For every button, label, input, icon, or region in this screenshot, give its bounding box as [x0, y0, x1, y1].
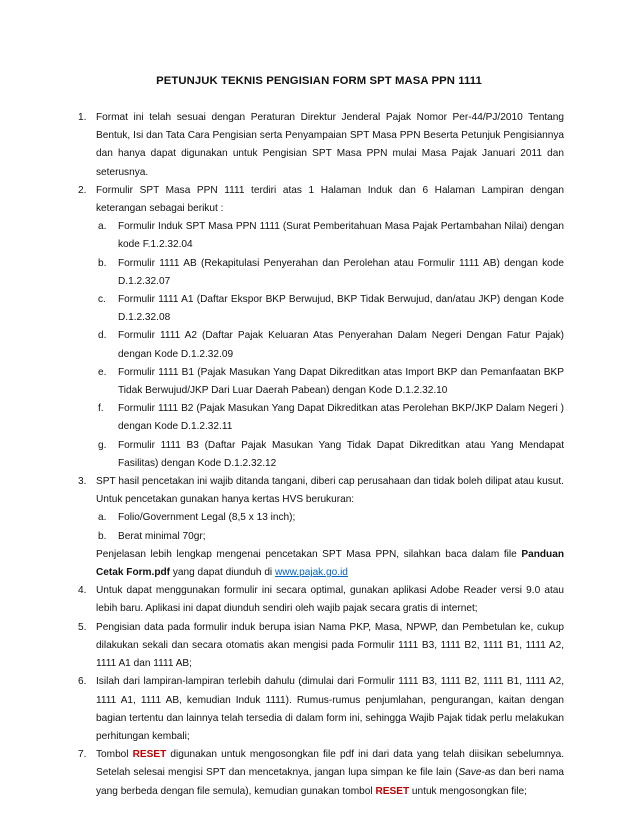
- sub-item-a: [96, 218, 564, 254]
- sub-item-c: [96, 291, 564, 327]
- list-item-1: [78, 109, 564, 182]
- sub-item-b: [96, 255, 564, 291]
- sub-letter: d.: [98, 330, 107, 342]
- sub-letter: g.: [98, 439, 107, 451]
- sub-text: Folio/Government Legal (8,5 x 13 inch);: [118, 512, 296, 524]
- item-text: Formulir SPT Masa PPN 1111 terdiri atas 1 Halaman Induk dan 6 Halaman Lampiran dengan keterangan sebagai berikut :: [96, 184, 564, 215]
- sub-item-f: [96, 400, 564, 436]
- item-text: Format ini telah sesuai dengan Peraturan Direktur Jenderal Pajak Nomor Per-44/PJ/2010 Tentang Bentuk, Isi dan Tata Cara Pengisian serta Penyampaian SPT Masa PPN Beserta Petunjuk Pengisiannya dan hanya dapat digunakan untuk Pengisian SPT Masa PPN mulai Masa Pajak Januari 2011 dan seterusnya.: [96, 112, 564, 178]
- item-number: 5.: [78, 621, 87, 633]
- sub-letter: b.: [98, 257, 107, 269]
- instructions-list: [78, 109, 564, 801]
- item-text-part1: Tombol: [96, 749, 133, 761]
- sub-item-e: [96, 364, 564, 400]
- list-item-5: [78, 619, 564, 674]
- item-number: 1.: [78, 112, 87, 123]
- item-3-note: [96, 546, 564, 582]
- sub-item-g: [96, 437, 564, 473]
- sub-text: Formulir 1111 B2 (Pajak Masukan Yang Dapat Dikreditkan atas Perolehan BKP/JKP Dalam Negeri ) dengan Kode D.1.2.32.11: [118, 403, 564, 433]
- list-item-7: [78, 746, 564, 801]
- list-item-4: [78, 582, 564, 618]
- pajak-website-link[interactable]: www.pajak.go.id: [274, 567, 348, 579]
- list-item-2: [78, 182, 564, 473]
- page-title: PETUNJUK TEKNIS PENGISIAN FORM SPT MASA PPN 1111: [156, 75, 482, 87]
- sub-letter: a.: [98, 221, 107, 233]
- sub-text: Formulir 1111 A1 (Daftar Ekspor BKP Berwujud, BKP Tidak Berwujud, dan/atau JKP) dengan Kode D.1.2.32.08: [118, 294, 564, 324]
- item-text-part2: digunakan untuk mengosongkan file pdf ini dari data yang telah diisikan sebelumnya. Setelah selesai mengisi SPT dan mencetaknya, jangan lupa simpan ke file lain (: [96, 749, 564, 779]
- reset-keyword: RESET: [132, 749, 167, 761]
- item-number: 7.: [78, 749, 87, 761]
- sub-letter: a.: [98, 512, 107, 524]
- save-as-keyword: Save-as: [458, 767, 496, 779]
- reset-keyword: RESET: [375, 785, 410, 797]
- list-item-3: [78, 473, 564, 582]
- list-item-6: [78, 673, 564, 746]
- sub-letter: f.: [98, 403, 104, 415]
- item-text-part3: dan beri nama yang berbeda dengan file semula), kemudian gunakan tombol: [96, 767, 564, 797]
- item-number: 6.: [78, 676, 87, 688]
- sub-item-b: [96, 528, 564, 546]
- sub-text: Formulir 1111 B3 (Daftar Pajak Masukan Yang Tidak Dapat Dikreditkan atau Yang Mendapat Fasilitas) dengan Kode D.1.2.32.12: [118, 439, 564, 469]
- item-number: 3.: [78, 476, 87, 488]
- note-text: Penjelasan lebih lengkap mengenai pencetakan SPT Masa PPN, silahkan baca dalam file: [96, 548, 522, 560]
- sub-text: Berat minimal 70gr;: [118, 530, 206, 542]
- sub-letter: e.: [98, 366, 107, 378]
- item-text-part4: untuk mengosongkan file;: [409, 785, 527, 797]
- sub-letter: b.: [98, 530, 107, 542]
- item-number: 2.: [78, 184, 87, 196]
- item-text: SPT hasil pencetakan ini wajib ditanda tangani, diberi cap perusahaan dan tidak boleh dilipat atau kusut. Untuk pencetakan gunakan hanya kertas HVS berukuran:: [96, 476, 564, 506]
- sub-item-a: [96, 509, 564, 527]
- sub-letter: c.: [98, 294, 106, 306]
- sub-text: Formulir 1111 A2 (Daftar Pajak Keluaran Atas Penyerahan Dalam Negeri Dengan Fatur Pajak) dengan Kode D.1.2.32.09: [118, 330, 564, 360]
- item-text: Isilah dari lampiran-lampiran terlebih dahulu (dimulai dari Formulir 1111 B3, 1111 B2, 1111 B1, 1111 A2, 1111 A1, 1111 AB, kemudian Induk 1111). Rumus-rumus penjumlahan, pengurangan, kaitan dengan bagian tertentu dan lainnya telah tersedia di dalam form ini, sehingga Wajib Pajak tidak perlu melakukan perhitungan kembali;: [96, 676, 564, 742]
- sub-text: Formulir 1111 AB (Rekapitulasi Penyerahan dan Perolehan atau Formulir 1111 AB) dengan kode D.1.2.32.07: [118, 257, 564, 287]
- sub-text: Formulir 1111 B1 (Pajak Masukan Yang Dapat Dikreditkan atas Import BKP dan Pemanfaatan BKP Tidak Berwujud/JKP Dari Luar Daerah Pabean) dengan Kode D.1.2.32.10: [118, 366, 564, 397]
- item-text: Untuk dapat menggunakan formulir ini secara optimal, gunakan aplikasi Adobe Reader versi 9.0 atau lebih baru. Aplikasi ini dapat diunduh sendiri oleh wajib pajak secara gratis di internet;: [96, 585, 564, 615]
- item-text: Pengisian data pada formulir induk berupa isian Nama PKP, Masa, NPWP, dan Pembetulan ke, cukup dilakukan sekali dan secara otomatis akan mengisi pada Formulir 1111 B3, 1111 B2, 1111 B1, 1111 A2, 1111 A1 dan 1111 AB;: [96, 621, 564, 670]
- item-number: 4.: [78, 585, 87, 597]
- sub-item-d: [96, 327, 564, 363]
- sub-text: Formulir Induk SPT Masa PPN 1111 (Surat Pemberitahuan Masa Pajak Pertambahan Nilai) dengan kode F.1.2.32.04: [118, 221, 564, 251]
- note-text-mid: yang dapat diunduh di: [170, 567, 275, 579]
- guide-filename: Panduan Cetak Form.pdf: [96, 548, 564, 579]
